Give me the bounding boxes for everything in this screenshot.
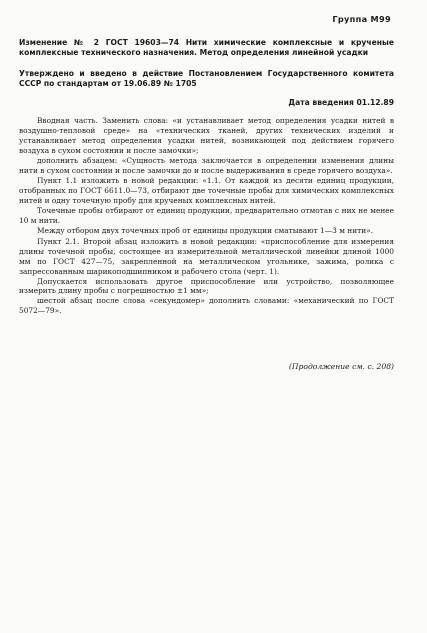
continued-note: (Продолжение см. с. 208) bbox=[288, 362, 394, 371]
group-label: Группа М99 bbox=[332, 14, 391, 24]
paragraph-intro: Вводная часть. Заменить слова: «и устанавливает метод определения усадки нитей в воздушно-тепловой среде» на «технических тканей, других технических изделий и устанавливает метод определения усадки нитей, возникающей под действием горячего воздуха в сухом состоянии и после замочки»; bbox=[19, 116, 394, 155]
paragraph-samples: Точечные пробы отбирают от единиц продукции, предварительно отмотав с них не менее 10 м нити. bbox=[19, 206, 394, 226]
paragraph-alternative-device: Допускается использовать другое приспособление или устройство, позволяющее измерить длину пробы с погрешностью ±1 мм»; bbox=[19, 276, 394, 296]
paragraph-clause-2-1: Пункт 2.1. Второй абзац изложить в новой редакции: «приспособление для измерения длины точечной пробы, состоящее из измерительной металлической линейки длиной 1000 мм по ГОСТ 427—75, закрепленной на металлическом угольнике, зажима, ролика с запрессованным шарикоподшипником и рабочего стола (черт. 1). bbox=[19, 236, 394, 276]
amendment-heading: Изменение № 2 ГОСТ 19603—74 Нити химические комплексные и крученые комплексные технического назначения. Метод определения линейной усадки bbox=[19, 38, 394, 57]
approval-statement: Утверждено и введено в действие Постановлением Государственного комитета СССР по стандартам от 19.06.89 № 1705 bbox=[19, 69, 394, 88]
paragraph-essence: дополнить абзацем: «Сущность метода заключается в определении изменения длины нити в сухом состоянии и после замочки до и после выдерживания в среде горячего воздуха». bbox=[19, 155, 394, 175]
paragraph-clause-1-1: Пункт 1.1 изложить в новой редакции: «1.1. От каждой из десяти единиц продукции, отобранных по ГОСТ 6611.0—73, отбирают две точечные пробы для химических комплексных нитей и одну точечную пробу для крученых комплексных нитей. bbox=[19, 176, 394, 206]
paragraph-stopwatch: шестой абзац после слова «секундомер» дополнить словами: «механический по ГОСТ 5072—79». bbox=[19, 296, 394, 316]
effective-date: Дата введения 01.12.89 bbox=[288, 98, 394, 107]
amendment-body bbox=[19, 116, 394, 316]
paragraph-between-samples: Между отбором двух точечных проб от единицы продукции сматывают 1—3 м нити». bbox=[37, 225, 374, 235]
